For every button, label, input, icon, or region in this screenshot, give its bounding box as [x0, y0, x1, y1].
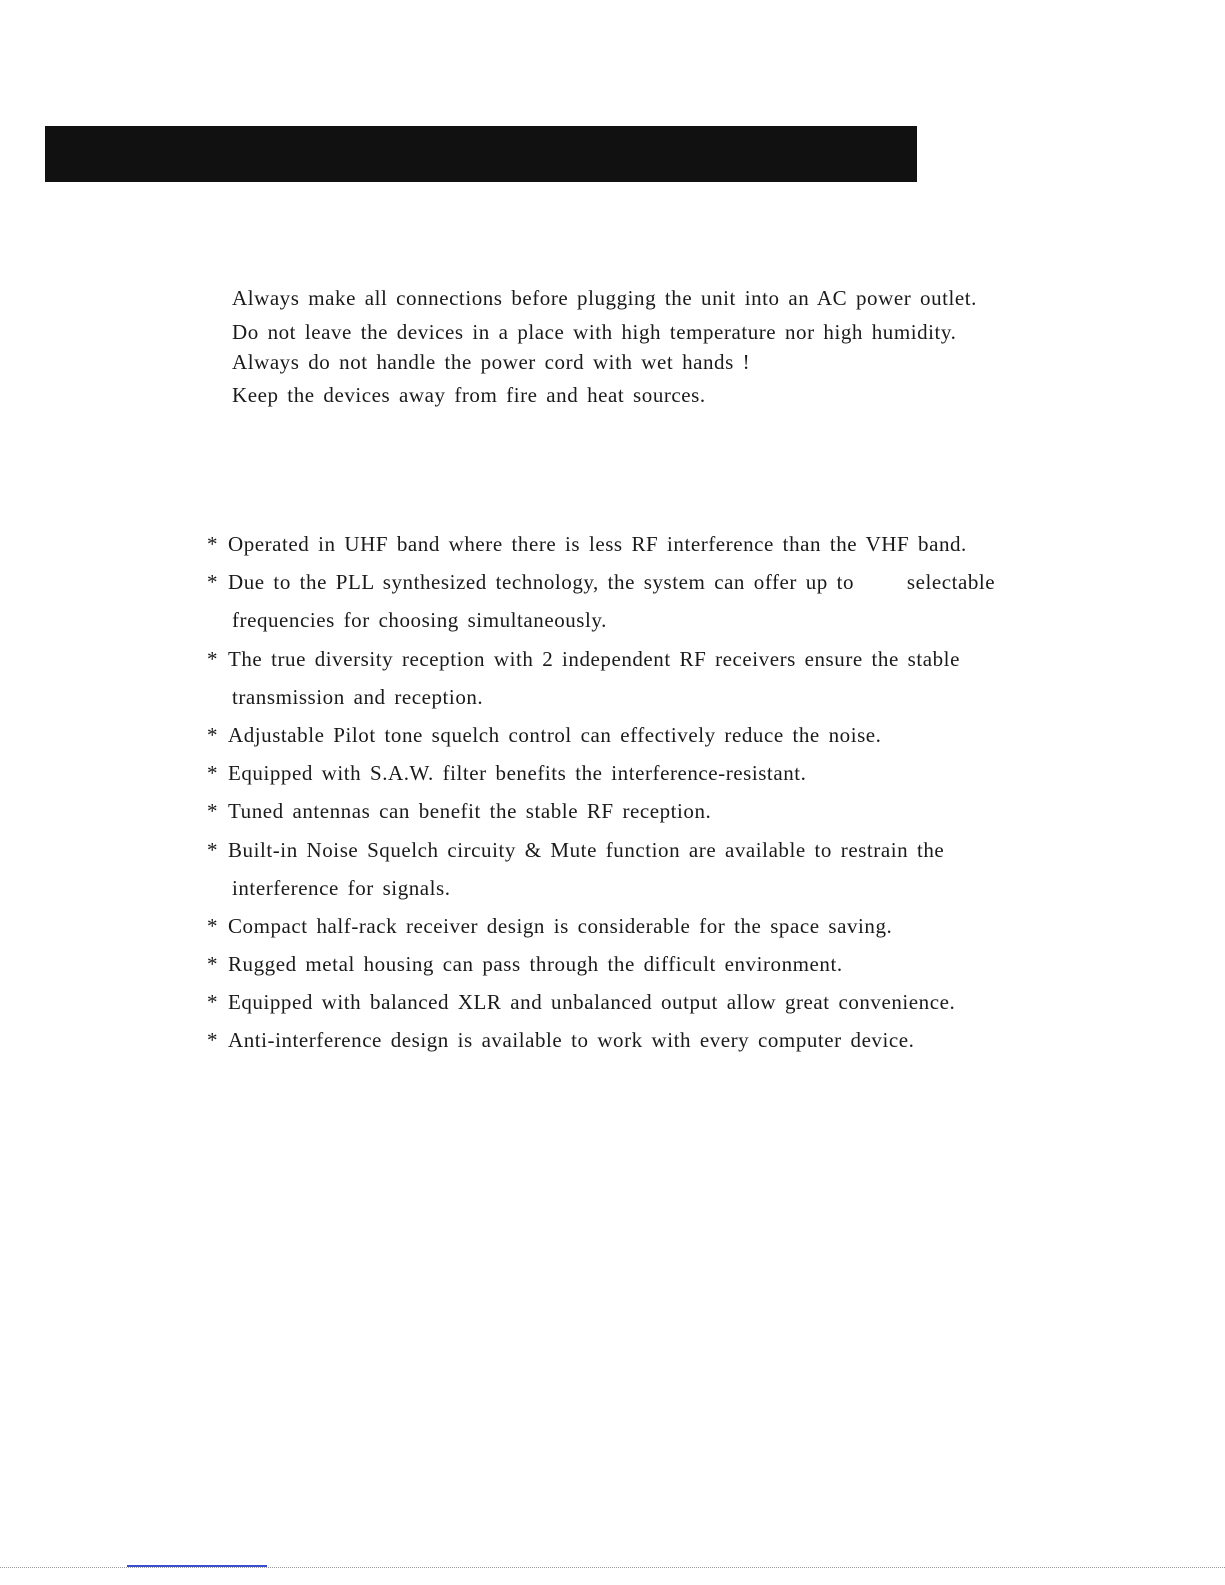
section-header-bar	[45, 126, 917, 182]
bullet-star: *	[207, 914, 219, 938]
feature-text: Built-in Noise Squelch circuity & Mute function are available to restrain the	[228, 838, 945, 862]
feature-text: Anti-interference design is available to work with every computer device.	[228, 1028, 915, 1052]
feature-item	[207, 647, 960, 671]
feature-item	[207, 799, 711, 823]
feature-item	[207, 761, 806, 785]
bullet-star: *	[207, 647, 219, 671]
feature-text: Adjustable Pilot tone squelch control can effectively reduce the noise.	[228, 723, 882, 747]
feature-item	[207, 990, 955, 1014]
feature-text: Equipped with S.A.W. filter benefits the interference-resistant.	[228, 761, 807, 785]
bullet-star: *	[207, 761, 219, 785]
feature-text: Operated in UHF band where there is less RF interference than the VHF band.	[228, 532, 967, 556]
bottom-link-underline	[127, 1565, 267, 1567]
bullet-star: *	[207, 838, 219, 862]
feature-item	[207, 723, 881, 747]
feature-text-continued: interference for signals.	[232, 876, 451, 900]
bullet-star: *	[207, 570, 219, 594]
feature-text: Tuned antennas can benefit the stable RF reception.	[228, 799, 712, 823]
bullet-star: *	[207, 990, 219, 1014]
feature-item	[207, 914, 892, 938]
bullet-star: *	[207, 723, 219, 747]
feature-item	[207, 570, 995, 594]
feature-item	[207, 952, 843, 976]
feature-text-continued: transmission and reception.	[232, 685, 484, 709]
feature-item	[207, 532, 967, 556]
feature-text: Equipped with balanced XLR and unbalanced output allow great convenience.	[228, 990, 956, 1014]
feature-text: The true diversity reception with 2 independent RF receivers ensure the stable	[228, 647, 960, 671]
bullet-star: *	[207, 532, 219, 556]
safety-note: Do not leave the devices in a place with high temperature nor high humidity.	[232, 320, 957, 344]
feature-text: Compact half-rack receiver design is considerable for the space saving.	[228, 914, 893, 938]
feature-text-continued: frequencies for choosing simultaneously.	[232, 608, 607, 632]
safety-note: Keep the devices away from fire and heat sources.	[232, 383, 706, 407]
feature-item	[207, 1028, 914, 1052]
safety-note: Always make all connections before plugging the unit into an AC power outlet.	[232, 286, 977, 310]
bullet-star: *	[207, 1028, 219, 1052]
feature-text: Rugged metal housing can pass through the difficult environment.	[228, 952, 843, 976]
bottom-dotted-rule	[0, 1567, 1225, 1568]
feature-item	[207, 838, 944, 862]
bullet-star: *	[207, 799, 219, 823]
feature-text: Due to the PLL synthesized technology, the system can offer up to selectable	[228, 570, 996, 594]
bullet-star: *	[207, 952, 219, 976]
safety-note: Always do not handle the power cord with wet hands !	[232, 350, 751, 374]
